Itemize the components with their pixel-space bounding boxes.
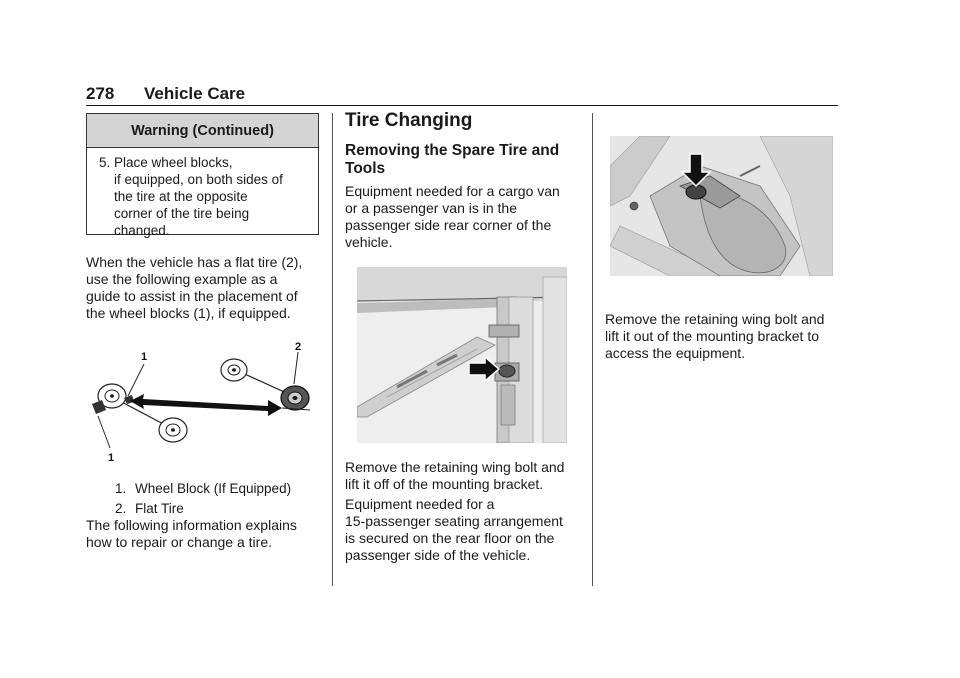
section-title: Vehicle Care [144, 84, 246, 103]
text-line: Remove the retaining wing bolt and [605, 311, 825, 327]
text-line: lift it off of the mounting bracket. [345, 476, 544, 492]
wing-bolt [686, 185, 706, 199]
flat-tire-paragraph [86, 254, 326, 322]
fifteen-passenger-paragraph [345, 496, 585, 564]
floor-bolt-paragraph [605, 311, 845, 362]
text-line: When the vehicle has a flat tire (2), [86, 254, 303, 270]
cargo-van-paragraph [345, 183, 585, 251]
text-line: access the equipment. [605, 345, 746, 361]
warning-line: changed. [114, 223, 170, 238]
column-divider-right [592, 113, 593, 586]
text-line: the wheel blocks (1), if equipped. [86, 305, 291, 321]
text-line: The following information explains [86, 517, 297, 533]
section-heading: Tire Changing [345, 110, 473, 131]
text-line: how to repair or change a tire. [86, 534, 272, 550]
warning-item-number: 5. [99, 155, 111, 170]
column-divider-left [332, 113, 333, 586]
warning-line: corner of the tire being [114, 206, 250, 221]
warning-title: Warning (Continued) [87, 114, 318, 148]
repair-info-paragraph [86, 517, 326, 551]
callout-2: 2 [295, 341, 302, 353]
text-line: vehicle. [345, 234, 393, 250]
text-line: lift it out of the mounting bracket to [605, 328, 820, 344]
text-line: use the following example as a [86, 271, 278, 287]
legend-item: 2. Flat Tire [115, 501, 184, 516]
text-line: 15-passenger seating arrangement [345, 513, 563, 529]
callout-1: 1 [108, 452, 115, 464]
page-header [86, 84, 838, 106]
figure-legend [115, 480, 291, 520]
text-line: passenger side of the vehicle. [345, 547, 531, 563]
page-number: 278 [86, 84, 115, 103]
text-line: or a passenger van is in the [345, 200, 517, 216]
text-line: guide to assist in the placement of [86, 288, 298, 304]
text-line: is secured on the rear floor on the [345, 530, 555, 546]
warning-line: if equipped, on both sides of [114, 172, 283, 187]
wing-bolt [499, 365, 515, 377]
warning-body [87, 148, 318, 239]
wing-bolt-bracket-photo [357, 267, 567, 443]
double-arrow [130, 394, 282, 416]
text-line: Remove the retaining wing bolt and [345, 459, 565, 475]
callout-1: 1 [141, 351, 148, 363]
warning-box [86, 113, 319, 238]
text-line: Equipment needed for a cargo van [345, 183, 560, 199]
legend-item: 1. Wheel Block (If Equipped) [115, 481, 292, 496]
warning-line: Place wheel blocks, [114, 155, 233, 170]
floor-jack-bolt-photo [610, 136, 833, 276]
warning-line: the tire at the opposite [114, 189, 248, 204]
text-line: Equipment needed for a [345, 496, 495, 512]
wheel-block-diagram [86, 338, 326, 468]
text-line: passenger side rear corner of the [345, 217, 552, 233]
remove-bolt-paragraph [345, 459, 585, 493]
subsection-heading: Removing the Spare Tire and Tools [345, 142, 560, 177]
